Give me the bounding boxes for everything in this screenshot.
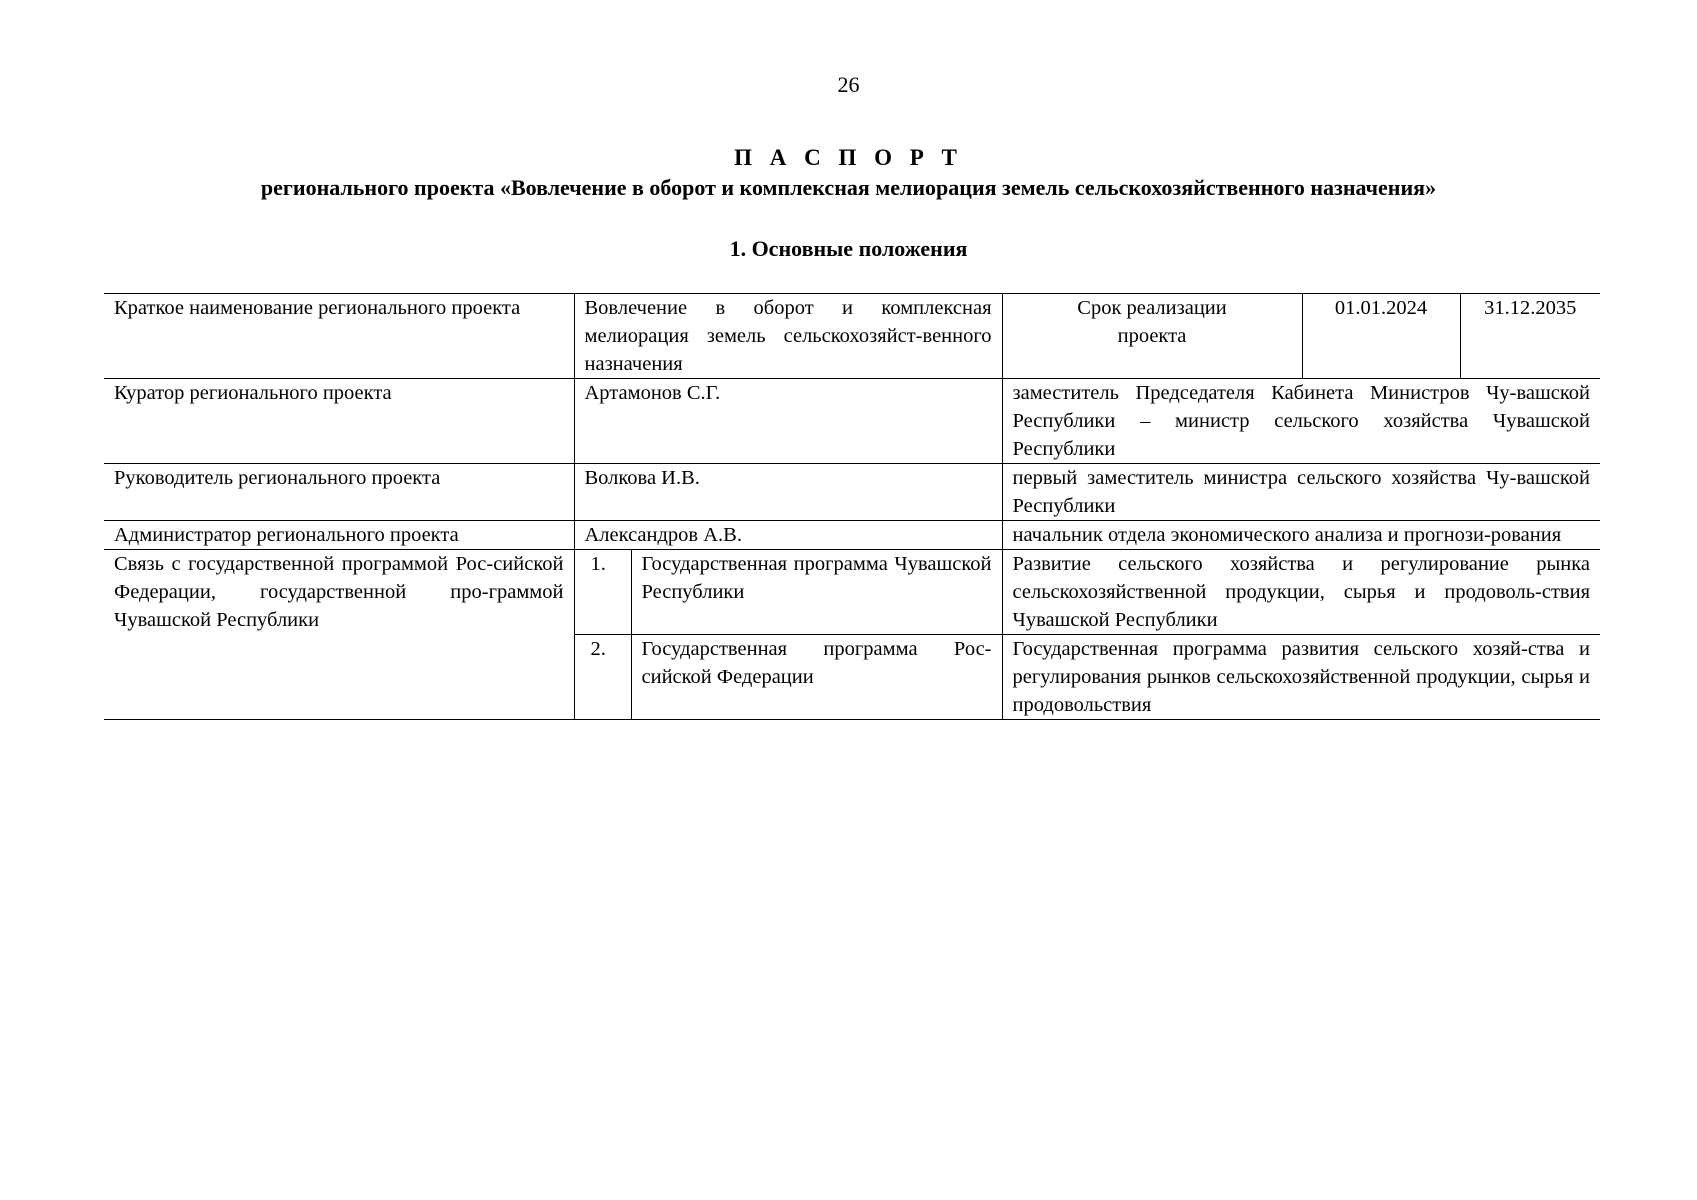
table-row-admin: [104, 521, 1600, 550]
table-row-program-1: [104, 550, 1600, 635]
curator-name: Артамонов С.Г.: [574, 379, 1002, 464]
program-name: Развитие сельского хозяйства и регулирование рынка сельскохозяйственной продукции, сырья и продоволь-ствия Чувашской Республики: [1002, 550, 1600, 635]
table-row-head: [104, 464, 1600, 521]
section-title: 1. Основные положения: [729, 236, 968, 261]
admin-label: Администратор регионального проекта: [104, 521, 574, 550]
term-label: [1002, 294, 1302, 379]
document-title: П А С П О Р Т: [734, 145, 963, 170]
program-number: 1.: [574, 550, 631, 635]
head-position: первый заместитель министра сельского хозяйства Чу-вашской Республики: [1002, 464, 1600, 521]
program-type: Государственная программа Рос-сийской Федерации: [631, 635, 1002, 720]
link-label: Связь с государственной программой Рос-сийской Федерации, государственной про-граммой Чувашской Республики: [104, 550, 574, 720]
head-label: Руководитель регионального проекта: [104, 464, 574, 521]
admin-name: Александров А.В.: [574, 521, 1002, 550]
term-label-text: Срок реализации проекта: [1077, 297, 1227, 347]
admin-position: начальник отдела экономического анализа и прогнози-рования: [1002, 521, 1600, 550]
curator-label: Куратор регионального проекта: [104, 379, 574, 464]
curator-position: заместитель Председателя Кабинета Министров Чу-вашской Республики – министр сельского хозяйства Чувашской Республики: [1002, 379, 1600, 464]
short-name-value: Вовлечение в оборот и комплексная мелиорация земель сельскохозяйст-венного назначения: [574, 294, 1002, 379]
main-positions-table: [104, 293, 1600, 720]
term-start: 01.01.2024: [1302, 294, 1460, 379]
head-name: Волкова И.В.: [574, 464, 1002, 521]
program-name: Государственная программа развития сельского хозяй-ства и регулирования рынков сельскохозяйственной продукции, сырья и продовольствия: [1002, 635, 1600, 720]
table-row-curator: [104, 379, 1600, 464]
program-type: Государственная программа Чувашской Республики: [631, 550, 1002, 635]
program-number: 2.: [574, 635, 631, 720]
table-row-short-name: [104, 294, 1600, 379]
document-subtitle: регионального проекта «Вовлечение в оборот и комплексная мелиорация земель сельскохозяйственного назначения»: [260, 175, 1437, 200]
short-name-label: Краткое наименование регионального проекта: [104, 294, 574, 379]
page-number: 26: [837, 72, 860, 97]
term-end: 31.12.2035: [1460, 294, 1600, 379]
